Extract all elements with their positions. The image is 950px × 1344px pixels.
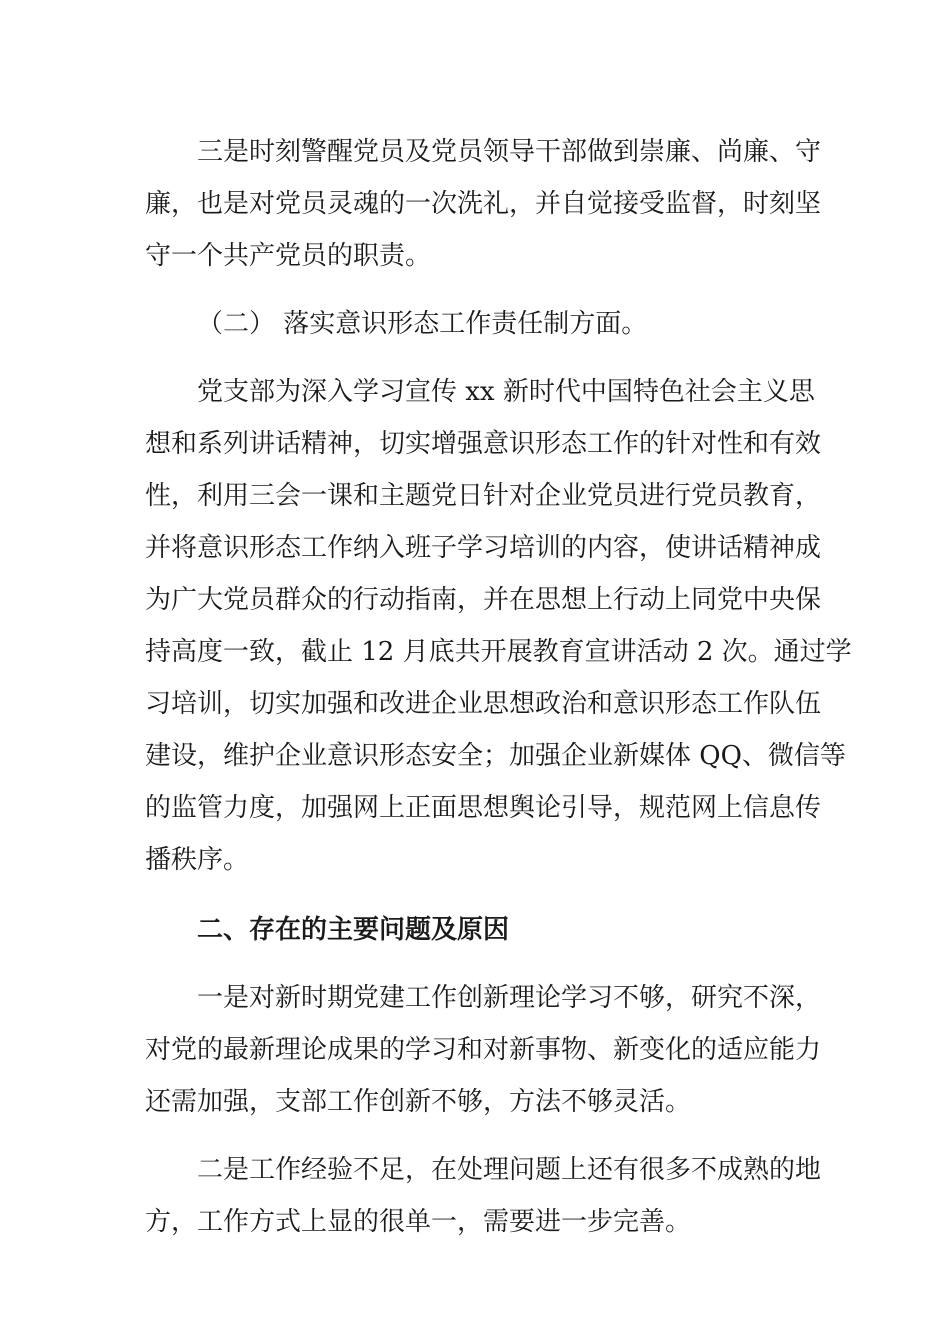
paragraph-ideology [145, 366, 852, 886]
paragraph-er-shi [145, 1144, 822, 1248]
text-line: 并将意识形态工作纳入班子学习培训的内容，使讲话精神成 [145, 533, 822, 563]
document-body [145, 126, 852, 1248]
text-line: 性，利用三会一课和主题党日针对企业党员进行党员教育， [145, 481, 822, 511]
paragraph-gap [145, 1128, 807, 1144]
section-heading-problems [145, 904, 807, 956]
text-line: （二） 落实意识形态工作责任制方面。 [197, 309, 648, 339]
text-line: 还需加强，支部工作创新不够，方法不够灵活。 [145, 1087, 692, 1117]
paragraph-san-shi [145, 126, 822, 282]
text-line: 播秩序。 [145, 845, 250, 875]
subheading-2 [145, 298, 807, 350]
text-line: 三是时刻警醒党员及党员领导干部做到崇廉、尚廉、守 [197, 137, 822, 167]
paragraph-gap [145, 886, 807, 904]
text-line: 党支部为深入学习宣传 xx 新时代中国特色社会主义思 [197, 377, 815, 407]
text-line: 为广大党员群众的行动指南，并在思想上行动上同党中央保 [145, 585, 822, 615]
text-line: 守一个共产党员的职责。 [145, 241, 432, 271]
paragraph-yi-shi [145, 972, 822, 1128]
text-line: 持高度一致，截止 12 月底共开展教育宣讲活动 2 次。通过学 [145, 637, 852, 667]
text-line: 廉，也是对党员灵魂的一次洗礼，并自觉接受监督，时刻坚 [145, 189, 822, 219]
text-line: 建设，维护企业意识形态安全；加强企业新媒体 QQ、微信等 [145, 741, 846, 771]
section-heading: 二、存在的主要问题及原因 [197, 915, 510, 945]
paragraph-gap [145, 350, 807, 366]
text-line: 想和系列讲话精神，切实增强意识形态工作的针对性和有效 [145, 429, 822, 459]
text-line: 对党的最新理论成果的学习和对新事物、新变化的适应能力 [145, 1035, 822, 1065]
text-line: 的监管力度，加强网上正面思想舆论引导，规范网上信息传 [145, 793, 822, 823]
text-line: 一是对新时期党建工作创新理论学习不够，研究不深， [197, 983, 822, 1013]
paragraph-gap [145, 282, 807, 298]
text-line: 方，工作方式上显的很单一，需要进一步完善。 [145, 1207, 692, 1237]
text-line: 习培训，切实加强和改进企业思想政治和意识形态工作队伍 [145, 689, 822, 719]
text-line: 二是工作经验不足，在处理问题上还有很多不成熟的地 [197, 1155, 822, 1185]
paragraph-gap [145, 956, 807, 972]
